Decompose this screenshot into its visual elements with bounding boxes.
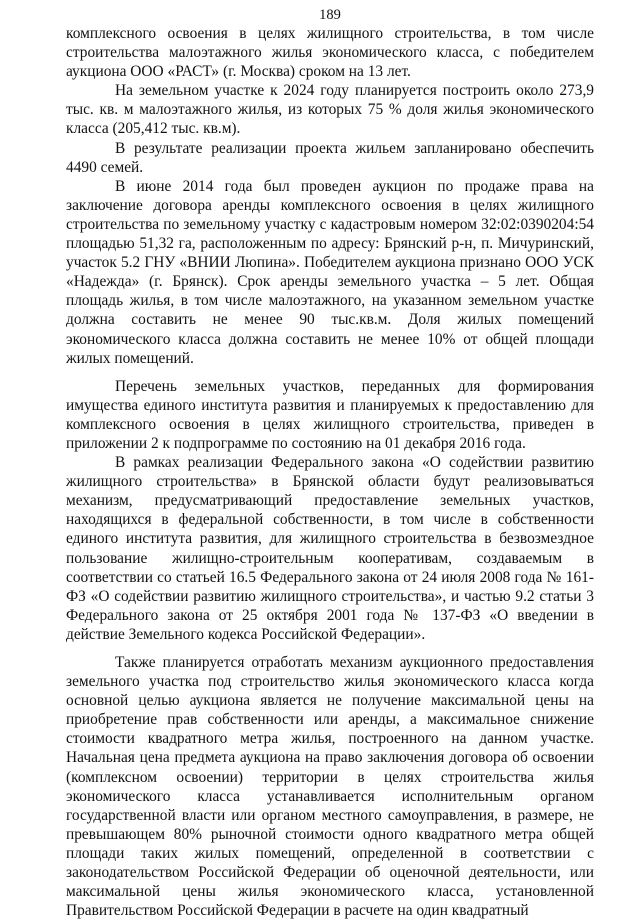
page-number: 189 [319,7,341,23]
paragraph-federal-law: В рамках реализации Федерального закона «О содействии развитию жилищного строительства» в Брянской области будут реализовываться механизм, предусматривающий предоставление земельных участков, находящихся в федеральной собственности, в том числе в собственности единого института развития, для жилищного строительства в безвозмездное пользование жилищно-строительным кооперативам, создаваемым в соответствии со статьей 16.5 Федерального закона от 24 июля 2008 года № 161-ФЗ «О содействии развитию жилищного строительства», и частью 9.2 статьи 3 Федерального закона от 25 октября 2001 года № 137-ФЗ «О введении в действие Земельного кодекса Российской Федерации». [66,454,594,643]
paragraph-auction-mechanism: Также планируется отработать механизм аукционного предоставления земельного участка под строительство жилья экономического класса когда основной целью аукциона является не получение максимальной цены на приобретение прав собственности или аренды, а максимальное снижение стоимости квадратного метра жилья, построенного на данном участке. Начальная цена предмета аукциона на право заключения договора об освоении (комплексном освоении) территории в целях строительства жилья экономического класса устанавливается исполнительным органом государственной власти или органом местного самоуправления, в размере, не превышающем 80% рыночной стоимости одного квадратного метра общей площади таких жилых помещений, определенной в соответствии с законодательством Российской Федерации об оценочной деятельности, или максимальной цены жилья экономического класса, установленной Правительством Российской Федерации в расчете на один квадратный [66,654,594,920]
paragraph-continuation: комплексного освоения в целях жилищного строительства, в том числе строительства малоэтажного жилья экономического класса, с победителем аукциона ООО «РАСТ» (г. Москва) сроком на 13 лет. [66,25,594,81]
paragraph-auction-june-2014: В июне 2014 года был проведен аукцион по продаже права на заключение договора аренды комплексного освоения в целях жилищного строительства по земельному участку с кадастровым номером 32:02:0390204:54 площадью 51,32 га, расположенным по адресу: Брянский р-н, п. Мичуринский, участок 5.2 ГНУ «ВНИИ Люпина». Победителем аукциона признано ООО УСК «Надежда» (г. Брянск). Срок аренды земельного участка – 5 лет. Общая площадь жилья, в том числе малоэтажного, на указанном земельном участке должна составить не менее 90 тыс.кв.м. Доля жилых помещений экономического класса должна составить не менее 10% от общей площади жилых помещений. [66,177,594,367]
document-body [66,24,594,920]
paragraph-families-provided: В результате реализации проекта жильем запланировано обеспечить 4490 семей. [66,139,594,176]
paragraph-housing-plan-2024: На земельном участке к 2024 году планируется построить около 273,9 тыс. кв. м малоэтажного жилья, из которых 75 % доля жилья экономического класса (205,412 тыс. кв.м). [66,82,594,138]
paragraph-land-plots-list: Перечень земельных участков, переданных для формирования имущества единого института развития и планируемых к предоставлению для комплексного освоения в целях жилищного строительства, приведен в приложении 2 к подпрограмме по состоянию на 01 декабря 2016 года. [66,377,594,452]
